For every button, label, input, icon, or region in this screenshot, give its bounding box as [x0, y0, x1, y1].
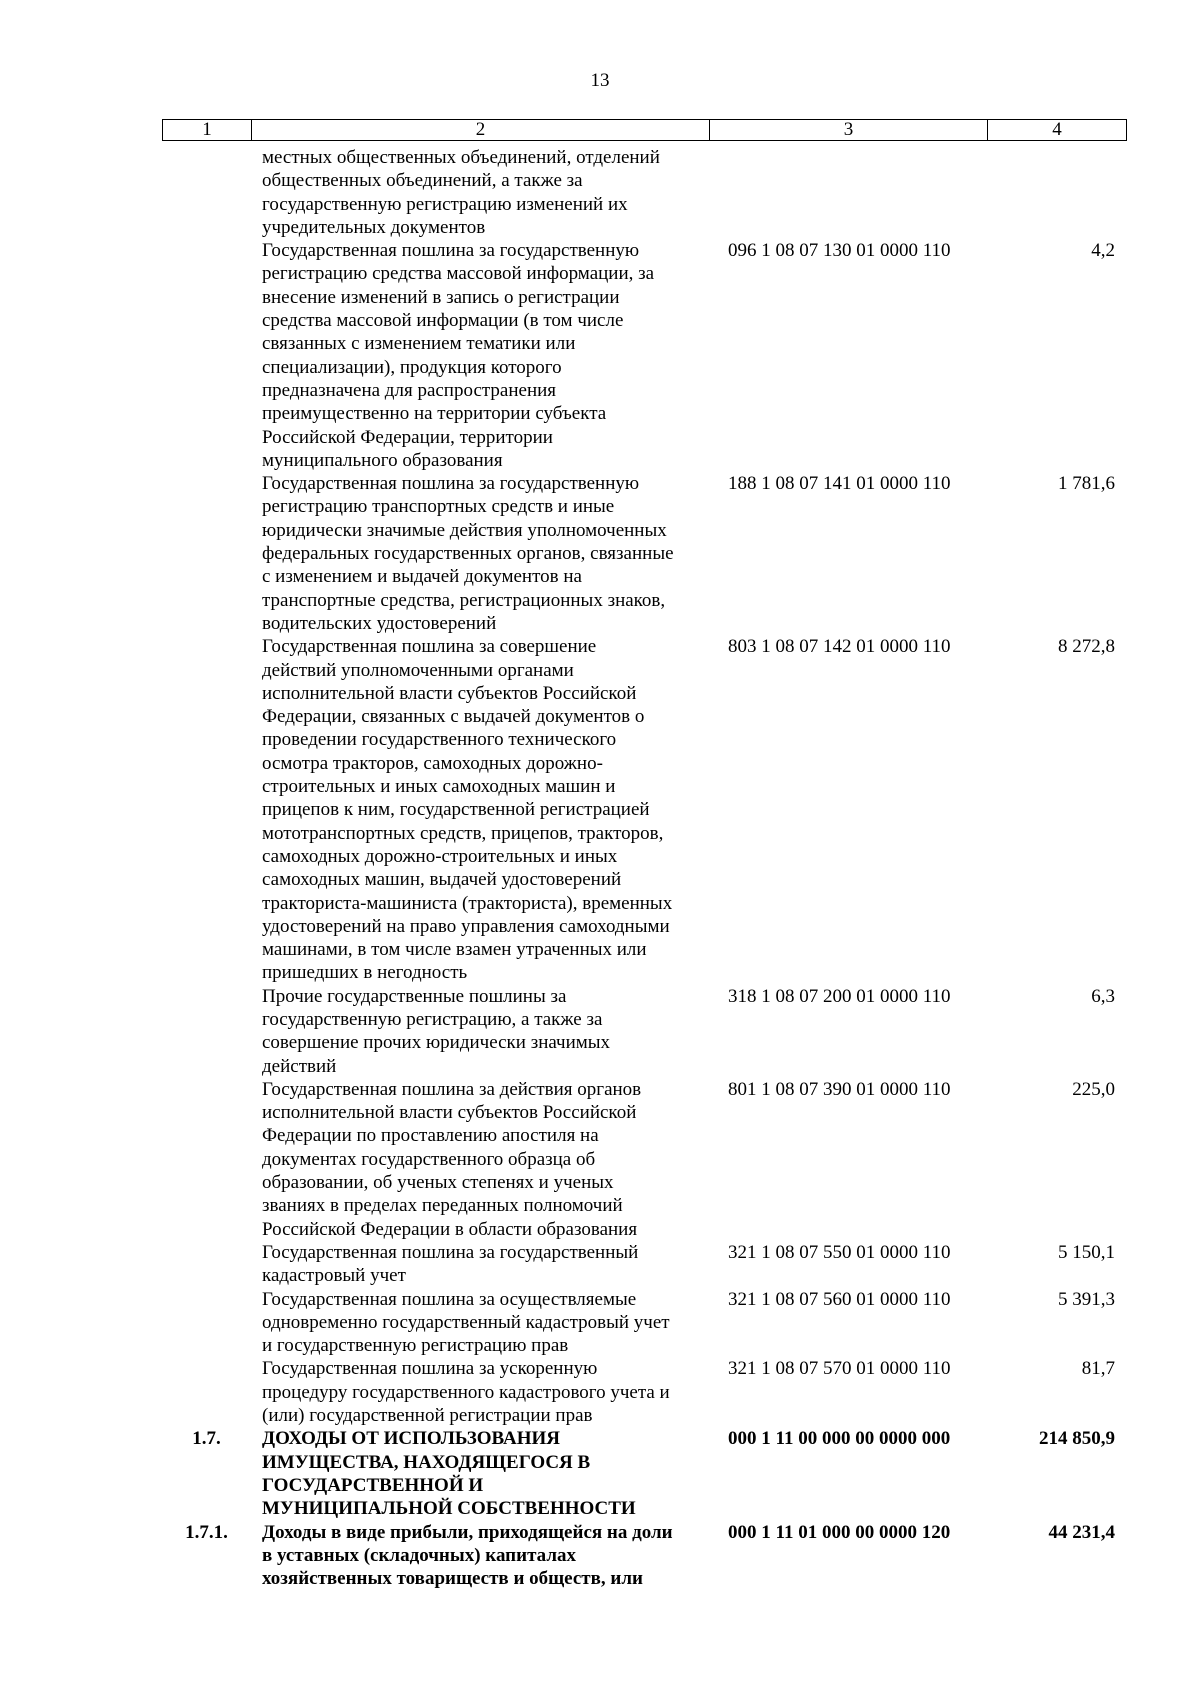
description-line: Российской Федерации в области образования [262, 1218, 638, 1240]
table-row [162, 239, 1126, 472]
description-line: ДОХОДЫ ОТ ИСПОЛЬЗОВАНИЯ [262, 1428, 561, 1450]
column-header-3: 3 [710, 120, 988, 141]
description-line: предназначена для распространения [262, 379, 557, 401]
description-line: хозяйственных товариществ и обществ, или [262, 1568, 643, 1590]
description-line: совершение прочих юридически значимых [262, 1032, 611, 1054]
description-line: Государственная пошлина за совершение [262, 636, 597, 658]
description-line: пришедших в негодность [262, 962, 468, 984]
description-line: действий [262, 1055, 337, 1077]
description-line: юридически значимые действия уполномоченных [262, 519, 667, 541]
description-line: внесение изменений в запись о регистрации [262, 286, 620, 308]
amount-value: 4,2 [1091, 240, 1115, 262]
table-row [162, 1357, 1126, 1427]
description-line: общественных объединений, а также за [262, 170, 583, 192]
table-row [162, 1521, 1126, 1591]
description-line: в уставных (складочных) капиталах [262, 1544, 576, 1566]
table-row [162, 146, 1126, 239]
description-line: ИМУЩЕСТВА, НАХОДЯЩЕГОСЯ В [262, 1451, 591, 1473]
column-header-4: 4 [988, 120, 1127, 141]
amount-value: 214 850,9 [1039, 1428, 1115, 1450]
description-line: Российской Федерации, территории [262, 426, 553, 448]
description-line: местных общественных объединений, отделений [262, 147, 660, 168]
description-line: Государственная пошлина за осуществляемые [262, 1288, 637, 1310]
table-row [162, 1427, 1126, 1520]
description-line: машинами, в том числе взамен утраченных или [262, 939, 647, 961]
description-line: одновременно государственный кадастровый учет [262, 1311, 670, 1333]
row-description [251, 1288, 709, 1358]
column-header-1: 1 [163, 120, 252, 141]
description-line: преимущественно на территории субъекта [262, 403, 607, 425]
description-line: средства массовой информации (в том числе [262, 310, 624, 332]
budget-classification-code: 321 1 08 07 570 01 0000 110 [728, 1358, 951, 1380]
row-number: 1.7.1. [185, 1521, 228, 1543]
budget-classification-code: 801 1 08 07 390 01 0000 110 [728, 1078, 951, 1100]
description-line: государственную регистрацию изменений их [262, 193, 628, 215]
column-header-2: 2 [252, 120, 710, 141]
budget-table-body [162, 146, 1126, 1590]
description-line: и государственную регистрацию прав [262, 1335, 569, 1357]
description-line: связанных с изменением тематики или [262, 333, 576, 355]
amount-value: 5 391,3 [1058, 1288, 1115, 1310]
description-line: регистрацию средства массовой информации, за [262, 263, 655, 285]
budget-classification-code: 188 1 08 07 141 01 0000 110 [728, 473, 951, 495]
description-line: самоходных машин, выдачей удостоверений [262, 869, 622, 891]
budget-classification-code: 803 1 08 07 142 01 0000 110 [728, 636, 951, 658]
description-line: Государственная пошлина за государственный [262, 1241, 639, 1263]
row-description [251, 1241, 709, 1288]
description-line: процедуру государственного кадастрового учета и [262, 1381, 670, 1403]
budget-classification-code: 318 1 08 07 200 01 0000 110 [728, 985, 951, 1007]
budget-classification-code: 321 1 08 07 560 01 0000 110 [728, 1288, 951, 1310]
description-line: строительных и иных самоходных машин и [262, 776, 616, 798]
table-row [162, 1078, 1126, 1241]
description-line: (или) государственной регистрации прав [262, 1405, 593, 1427]
description-line: Государственная пошлина за ускоренную [262, 1358, 598, 1380]
budget-classification-code: 321 1 08 07 550 01 0000 110 [728, 1241, 951, 1263]
column-header-table [162, 119, 1127, 141]
budget-classification-code: 000 1 11 01 000 00 0000 120 [728, 1521, 951, 1543]
column-header-row [163, 120, 1127, 141]
row-description [251, 1427, 709, 1520]
description-line: Прочие государственные пошлины за [262, 985, 567, 1007]
row-description [251, 1357, 709, 1427]
description-line: мототранспортных средств, прицепов, тракторов, [262, 822, 664, 844]
description-line: Государственная пошлина за государственную [262, 240, 640, 262]
description-line: МУНИЦИПАЛЬНОЙ СОБСТВЕННОСТИ [262, 1498, 636, 1520]
row-number: 1.7. [192, 1428, 221, 1450]
description-line: осмотра тракторов, самоходных дорожно- [262, 752, 603, 774]
description-line: самоходных дорожно-строительных и иных [262, 845, 618, 867]
description-line: Государственная пошлина за действия органов [262, 1078, 642, 1100]
description-line: специализации), продукция которого [262, 356, 562, 378]
description-line: регистрацию транспортных средств и иные [262, 496, 615, 518]
amount-value: 225,0 [1072, 1078, 1115, 1100]
description-line: федеральных государственных органов, связанные [262, 543, 674, 565]
description-line: удостоверений на право управления самоходными [262, 915, 670, 937]
description-line: Доходы в виде прибыли, приходящейся на доли [262, 1521, 673, 1543]
table-row [162, 1288, 1126, 1358]
page-number: 13 [590, 70, 610, 91]
table-row [162, 1241, 1126, 1288]
budget-classification-code: 000 1 11 00 000 00 0000 000 [728, 1428, 951, 1450]
table-row [162, 635, 1126, 984]
description-line: действий уполномоченными органами [262, 659, 574, 681]
description-line: Федерации, связанных с выдачей документов о [262, 706, 645, 728]
description-line: Федерации по проставлению апостиля на [262, 1125, 599, 1147]
table-row [162, 472, 1126, 635]
budget-classification-code: 096 1 08 07 130 01 0000 110 [728, 240, 951, 262]
row-description [251, 239, 709, 472]
description-line: исполнительной власти субъектов Российской [262, 1102, 637, 1124]
description-line: муниципального образования [262, 449, 503, 471]
description-line: транспортные средства, регистрационных знаков, [262, 589, 666, 611]
description-line: образовании, об ученых степенях и ученых [262, 1172, 614, 1194]
row-description [251, 985, 709, 1078]
row-description [251, 146, 709, 239]
description-line: водительских удостоверений [262, 612, 497, 634]
amount-value: 8 272,8 [1058, 636, 1115, 658]
description-line: с изменением и выдачей документов на [262, 566, 582, 588]
table-row [162, 985, 1126, 1078]
description-line: документах государственного образца об [262, 1148, 596, 1170]
description-line: званиях в пределах переданных полномочий [262, 1195, 623, 1217]
row-description [251, 635, 709, 984]
description-line: Государственная пошлина за государственную [262, 473, 640, 495]
description-line: тракториста-машиниста (тракториста), временных [262, 892, 673, 914]
description-line: ГОСУДАРСТВЕННОЙ И [262, 1474, 484, 1496]
description-line: учредительных документов [262, 216, 486, 238]
description-line: государственную регистрацию, а также за [262, 1008, 603, 1030]
description-line: кадастровый учет [262, 1265, 406, 1287]
description-line: проведении государственного технического [262, 729, 617, 751]
description-line: исполнительной власти субъектов Российской [262, 682, 637, 704]
amount-value: 44 231,4 [1048, 1521, 1115, 1543]
description-line: прицепов к ним, государственной регистрацией [262, 799, 650, 821]
amount-value: 1 781,6 [1058, 473, 1115, 495]
row-description [251, 1078, 709, 1241]
row-description [251, 1521, 709, 1591]
amount-value: 6,3 [1091, 985, 1115, 1007]
row-description [251, 472, 709, 635]
amount-value: 81,7 [1081, 1358, 1115, 1380]
amount-value: 5 150,1 [1058, 1241, 1115, 1263]
